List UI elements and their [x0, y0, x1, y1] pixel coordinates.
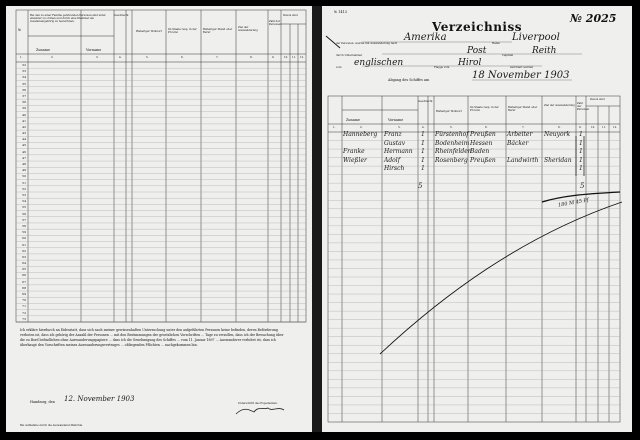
- departure-label: Abgang des Schiffes am: [388, 78, 430, 82]
- row-number: 54: [22, 199, 26, 204]
- row-number: 60: [22, 236, 26, 241]
- r-col-forename: Vorname: [388, 118, 404, 122]
- row-number: 66: [22, 273, 26, 278]
- r-col-gender: Geschlecht: [418, 100, 433, 103]
- col-forename: Vorname: [86, 48, 102, 52]
- row-number: 59: [22, 230, 26, 235]
- column-number: 11.: [292, 56, 297, 59]
- col-state: Im Staate resp. in der Provinz: [168, 28, 197, 34]
- row-number: 44: [22, 137, 26, 142]
- r-col-occupation: Bisheriger Stand oder Beruf: [508, 106, 538, 112]
- gender-total: 5: [418, 182, 423, 190]
- row-number: 69: [22, 292, 26, 297]
- ship-type-value: Post: [467, 46, 487, 56]
- entry-gender: 1: [421, 165, 425, 173]
- line2-prefix: durch Unternehmer: [336, 54, 363, 57]
- column-number: 5.: [450, 126, 453, 129]
- column-number: 3.: [398, 126, 401, 129]
- entry-state: Preußen: [470, 156, 496, 164]
- entry-state: Baden: [470, 148, 490, 156]
- row-number: 46: [22, 149, 26, 154]
- r-col-residence: Bisheriger Wohnort: [436, 110, 462, 113]
- diagonal-note: 180 M 45 Pf: [557, 197, 590, 209]
- entry-destination: Sheridan: [544, 156, 572, 164]
- entry-occupation: Landwirth: [507, 156, 539, 164]
- line3-prefix: vom: [336, 66, 342, 69]
- column-number: 4.: [422, 126, 425, 129]
- entry-forename: Hermann: [384, 148, 413, 156]
- column-number: 3.: [96, 56, 99, 59]
- column-number: 10.: [284, 56, 289, 59]
- entry-count: 1: [579, 156, 583, 164]
- entry-surname: Franke: [343, 148, 365, 156]
- row-number: 63: [22, 254, 26, 259]
- row-no-label: №: [18, 28, 22, 32]
- signature-scribble: [236, 408, 284, 414]
- row-number: 58: [22, 223, 26, 228]
- entry-residence: Fürstenhof: [435, 131, 469, 138]
- entry-forename: Gustav: [384, 139, 406, 147]
- column-number: 9.: [579, 126, 582, 129]
- row-number: 42: [22, 124, 26, 129]
- col-surname: Zuname: [36, 48, 50, 52]
- column-number: 1.: [20, 56, 23, 59]
- book-spine: [312, 6, 322, 432]
- page-footer: Bei Aufnahme durch die Auswanderer-Behörde.: [20, 424, 84, 427]
- signature-label: Unterschrift des Expedienten.: [238, 402, 278, 405]
- column-number: 8.: [250, 56, 253, 59]
- column-number: 12.: [613, 126, 618, 129]
- row-number: 35: [22, 81, 26, 86]
- entry-forename: Hirsch: [384, 165, 405, 173]
- entry-forename: Franz: [384, 131, 402, 138]
- row-number: 62: [22, 248, 26, 253]
- place-date-label: Hamburg, den: [30, 400, 55, 404]
- entry-state: Preußen: [470, 131, 496, 138]
- row-number: 50: [22, 174, 26, 179]
- r-col-state: Im Staate resp. in der Provinz: [470, 106, 499, 112]
- column-number: 9.: [272, 56, 275, 59]
- row-number: 68: [22, 285, 26, 290]
- entry-residence: Rosenberg: [435, 156, 468, 164]
- entry-gender: 1: [421, 156, 425, 164]
- entry-gender: 1: [421, 139, 425, 147]
- row-number: 52: [22, 186, 26, 191]
- column-number: 6.: [485, 126, 488, 129]
- right-register-page: [322, 6, 632, 432]
- entry-gender: 1: [421, 148, 425, 156]
- entry-count: 1: [579, 131, 583, 138]
- row-number: 37: [22, 93, 26, 98]
- entry-state: Hessen: [470, 139, 493, 147]
- column-number: 7.: [522, 126, 525, 129]
- row-number: 57: [22, 217, 26, 222]
- col-gender: Geschlecht: [114, 14, 129, 17]
- r-col-age: Davon sind: [590, 98, 605, 101]
- column-number: 6.: [181, 56, 184, 59]
- captain-label: Capitain: [502, 54, 514, 57]
- entry-occupation: Arbeiter: [507, 131, 533, 138]
- row-number: 32: [22, 63, 26, 67]
- entry-count: 1: [579, 148, 583, 156]
- row-number: 53: [22, 193, 26, 197]
- column-number: 12.: [300, 56, 305, 59]
- row-number: 40: [22, 112, 26, 117]
- r-col-destination: Ziel der Auswanderung: [544, 104, 575, 107]
- row-number: 48: [22, 162, 26, 167]
- destination-value: Amerika: [404, 32, 447, 43]
- col-residence: Bisheriger Wohnort: [136, 30, 162, 33]
- entry-surname: Hanneberg: [343, 131, 378, 138]
- count-total: 5: [580, 182, 585, 190]
- port-value: Liverpool: [512, 32, 560, 43]
- persons-header: Bei den zu einer Familie gehörenden Personen sind unter einander zu ordnen und durch eine Klammer als zusammengehörig zu bezeichnen.: [30, 14, 106, 23]
- row-number: 36: [22, 87, 26, 92]
- ship-suffix: befördert werden: [510, 66, 534, 69]
- row-number: 33: [22, 69, 26, 74]
- left-table-grid: [6, 6, 312, 432]
- row-number: 67: [22, 279, 26, 284]
- r-col-surname: Zuname: [346, 118, 360, 122]
- row-number: 72: [22, 310, 26, 315]
- line1-mid: Hafen: [492, 42, 500, 45]
- row-number: 65: [22, 267, 26, 272]
- column-number: 2.: [360, 126, 363, 129]
- page-title: Verzeichniss: [432, 20, 522, 34]
- column-number: 11.: [602, 126, 607, 129]
- flag-value: englischen: [354, 58, 404, 68]
- row-number: 73: [22, 316, 26, 321]
- row-number: 64: [22, 261, 26, 266]
- reference-small: № 1413: [334, 10, 347, 14]
- column-number: 4.: [119, 56, 122, 59]
- declaration-text: Ich erkläre hierdurch an Eidesstatt, dass sich nach meiner gewissenhaften Untersuchung unter den aufgeführten Personen keine befinden, deren Beförderung verboten ist, dass ich gehörig der Anzahl der Personen ... mit den Bestimmungen der gesetzlichen Vorschriften ... Tage zu verzollen, dass ich der Bewachung über die zu Bord befindlichen ohne Auswanderungspapiere ... dass ich die Genehmigung des Schiffes ... vom 11. Januar 1897 ... Auswanderer verbötet ist, dass ich überhaupt den Vorschriften meines Auswanderungsvertrages ... obliegenden Pflichten ... nachgekommen bin.: [20, 328, 284, 347]
- entry-count: 1: [579, 165, 583, 173]
- row-number: 47: [22, 155, 26, 160]
- entry-residence: Bodenheim: [435, 139, 470, 147]
- line1-prefix: der Personen, welche mit Auswanderung nach: [336, 42, 398, 45]
- column-number: 10.: [591, 126, 596, 129]
- entry-destination: Neuyork: [544, 131, 571, 138]
- entry-occupation: Bäcker: [507, 139, 529, 147]
- column-number: 7.: [216, 56, 219, 59]
- col-age: Davon sind: [283, 14, 298, 17]
- row-number: 70: [22, 298, 26, 303]
- flag-label: Flagge vom: [434, 66, 450, 69]
- row-number: 39: [22, 106, 26, 111]
- row-number: 38: [22, 100, 26, 105]
- row-number: 34: [22, 75, 26, 80]
- row-number: 55: [22, 205, 26, 210]
- col-destination: Ziel der Auswanderung: [238, 26, 258, 32]
- entry-surname: Wießler: [343, 156, 367, 164]
- captain-value: Reith: [532, 46, 557, 56]
- ship-name-value: Hirol: [458, 58, 482, 68]
- col-count: Zahl der Personen: [269, 20, 282, 26]
- column-number: 5.: [146, 56, 149, 59]
- row-number: 49: [22, 168, 26, 173]
- column-number: 8.: [558, 126, 561, 129]
- row-number: 41: [22, 118, 26, 123]
- document-number: № 2025: [570, 12, 617, 25]
- col-occupation: Bisheriger Stand oder Beruf: [203, 28, 233, 34]
- row-number: 51: [22, 180, 26, 185]
- left-register-page: [6, 6, 312, 432]
- place-date-value: 12. November 1903: [64, 395, 135, 403]
- row-number: 43: [22, 131, 26, 136]
- entry-gender: 1: [421, 131, 425, 138]
- handwritten-strokes: [326, 36, 622, 354]
- column-number: 1.: [333, 126, 336, 129]
- r-col-count: Zahl der Personen: [577, 102, 590, 111]
- row-number: 61: [22, 242, 26, 247]
- entry-residence: Rheinfelden: [435, 148, 472, 156]
- departure-date: 18 November 1903: [472, 70, 570, 81]
- column-number: 2.: [51, 56, 54, 59]
- entry-forename: Adolf: [384, 156, 400, 164]
- row-number: 56: [22, 211, 26, 216]
- row-number: 45: [22, 143, 26, 148]
- row-number: 71: [22, 304, 26, 309]
- entry-count: 1: [579, 139, 583, 147]
